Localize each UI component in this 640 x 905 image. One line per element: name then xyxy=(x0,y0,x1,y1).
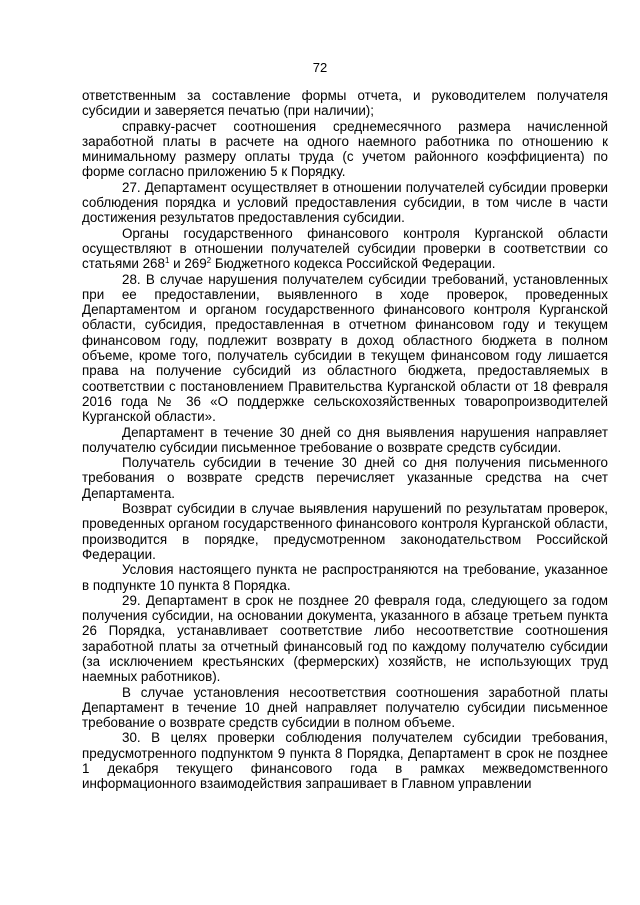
paragraph-financial-control xyxy=(82,226,608,272)
superscript: 2 xyxy=(206,256,212,266)
superscript: 1 xyxy=(164,256,170,266)
paragraph-return-transfer: Получатель субсидии в течение 30 дней со дня получения письменного требования о возврате средств перечисляет указанные средства на счет Департамента. xyxy=(82,455,608,501)
paragraph-item-27: 27. Департамент осуществляет в отношении получателей субсидии проверки соблюдения порядка и условий предоставления субсидии, в том числе в части достижения результатов предоставления субсидии. xyxy=(82,179,608,226)
text-segment: Бюджетного кодекса Российской Федерации. xyxy=(211,256,496,272)
document-body xyxy=(82,88,608,792)
text-segment: и 269 xyxy=(169,256,207,272)
paragraph-conditions: Условия настоящего пункта не распространяются на требование, указанное в подпункте 10 пункта 8 Порядка. xyxy=(82,562,608,593)
paragraph-return-procedure: Возврат субсидии в случае выявления нарушений по результатам проверок, проведенных органом государственного финансового контроля Курганской области, производится в порядке, предусмотренном законодательством Российской Федерации. xyxy=(82,501,608,562)
page-number: 72 xyxy=(312,60,328,75)
paragraph-item-28: 28. В случае нарушения получателем субсидии требований, установленных при ее предоставлении, выявленного в ходе проверок, проведенных Департаментом и органом государственного финансового контроля Курганской области, субсидия, предоставленная в отчетном финансовом году и текущем финансовом году, подлежит возврату в доход областного бюджета в полном объеме, кроме того, получатель субсидии в текущем финансовом году лишается права на получение субсидий из областного бюджета, предоставляемых в соответствии с постановлением Правительства Курганской области от 18 февраля 2016 года № 36 «О поддержке сельскохозяйственных товаропроизводителей Курганской области». xyxy=(82,271,608,425)
paragraph-continuation: ответственным за составление формы отчета, и руководителем получателя субсидии и заверяется печатью (при наличии); xyxy=(82,88,608,119)
paragraph-item-29: 29. Департамент в срок не позднее 20 февраля года, следующего за годом получения субсидии, на основании документа, указанного в абзаце третьем пункта 26 Порядка, устанавливает соответствие либо несоответствие соотношения заработной платы за отчетный финансовый год по каждому получателю субсидии (за исключением крестьянских (фермерских) хозяйств, не использующих труд наемных работников). xyxy=(82,592,608,685)
paragraph-return-request: Департамент в течение 30 дней со дня выявления нарушения направляет получателю субсидии письменное требование о возврате средств субсидии. xyxy=(82,424,608,455)
paragraph-mismatch: В случае установления несоответствия соотношения заработной платы Департамент в течение 10 дней направляет получателю субсидии письменное требование о возврате средств субсидии в полном объеме. xyxy=(82,684,608,731)
paragraph-item-30: 30. В целях проверки соблюдения получателем субсидии требования, предусмотренного подпунктом 9 пункта 8 Порядка, Департамент в срок не позднее 1 декабря текущего финансового года в рамках межведомственного информационного взаимодействия запрашивает в Главном управлении xyxy=(82,730,608,792)
paragraph-salary-calculation: справку-расчет соотношения среднемесячного размера начисленной заработной платы в расчете на одного наемного работника по отношению к минимальному размеру оплаты труда (с учетом районного коэффициента) по форме согласно приложению 5 к Порядку. xyxy=(82,118,608,180)
text-segment: Органы государственного финансового контроля Курганской области осуществляют в отношении получателей субсидии проверки в соответствии со статьями 268 xyxy=(82,225,608,272)
